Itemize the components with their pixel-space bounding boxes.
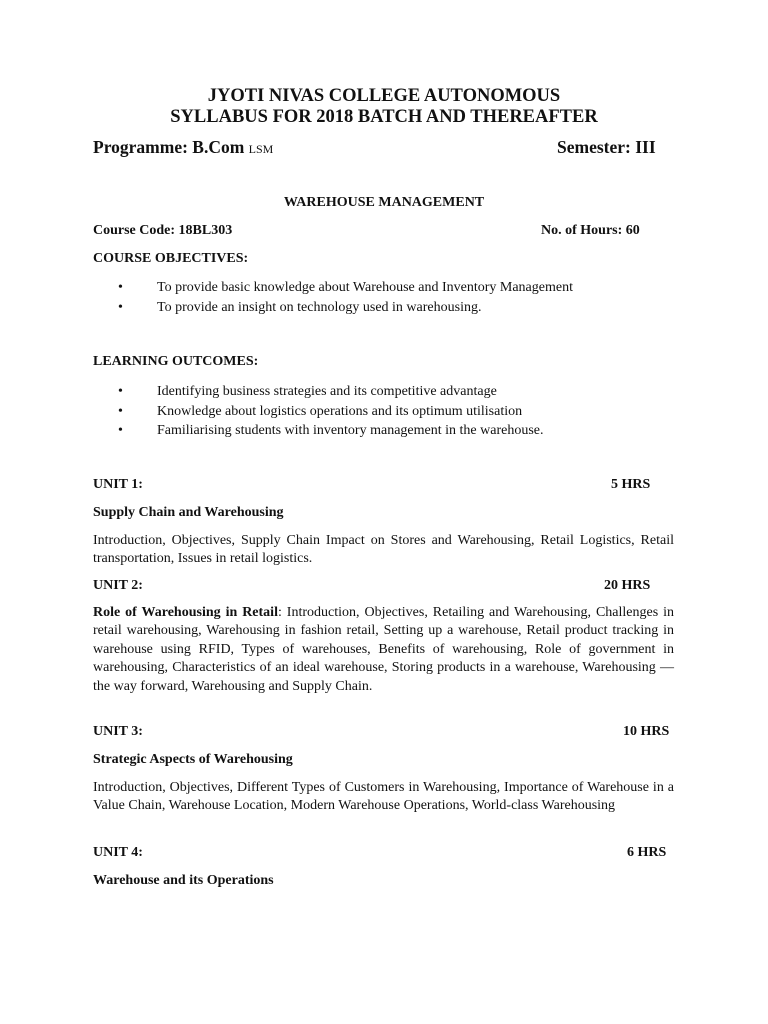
objective-item: • To provide an insight on technology used in warehousing. <box>93 299 573 319</box>
unit-3-content: Introduction, Objectives, Different Types of Customers in Warehousing, Importance of Warehouse in a Value Chain, Warehouse Location, Modern Warehouse Operations, World-class Warehousing <box>93 780 674 814</box>
unit-2-content <box>93 604 674 696</box>
unit-4-label: UNIT 4: <box>93 845 143 860</box>
unit-3-hours: 10 HRS <box>623 724 670 739</box>
unit-3-label: UNIT 3: <box>93 724 143 739</box>
programme-line <box>93 137 273 158</box>
unit-1-content: Introduction, Objectives, Supply Chain Impact on Stores and Warehousing, Retail Logistics, Retail transportation, Issues in retail logistics. <box>93 533 674 567</box>
syllabus-title: SYLLABUS FOR 2018 BATCH AND THEREAFTER <box>170 107 598 127</box>
unit-4-title: Warehouse and its Operations <box>93 873 274 888</box>
semester-label: Semester: III <box>557 137 656 157</box>
outcomes-list <box>93 383 543 442</box>
unit-2-label: UNIT 2: <box>93 578 143 593</box>
course-title: WAREHOUSE MANAGEMENT <box>283 195 485 210</box>
course-hours: No. of Hours: 60 <box>541 223 640 238</box>
unit-1-label: UNIT 1: <box>93 477 143 492</box>
objective-item: • To provide basic knowledge about Warehouse and Inventory Management <box>93 279 573 299</box>
outcome-item: • Knowledge about logistics operations and its optimum utilisation <box>93 403 543 423</box>
outcomes-heading: LEARNING OUTCOMES: <box>93 354 259 369</box>
outcome-item: • Identifying business strategies and its competitive advantage <box>93 383 543 403</box>
course-code: Course Code: 18BL303 <box>93 223 233 238</box>
unit-3-title: Strategic Aspects of Warehousing <box>93 752 293 767</box>
unit-2-text: : Introduction, Objectives, Retailing and Warehousing, Challenges in retail warehousing, Warehousing in fashion retail, Setting up a warehouse, Retail product tracking in warehouse using RFID, Types of warehouses, Benefits of warehousing, Role of government in warehousing, Characteristics of an ideal warehouse, Storing products in a warehouse, Warehousing — the way forward, Warehousing and Supply Chain. <box>93 605 674 694</box>
college-name: JYOTI NIVAS COLLEGE AUTONOMOUS <box>207 86 561 106</box>
unit-2-hours: 20 HRS <box>604 578 651 593</box>
objectives-heading: COURSE OBJECTIVES: <box>93 251 249 266</box>
outcome-item: • Familiarising students with inventory management in the warehouse. <box>93 422 543 442</box>
programme-label: Programme: B.Com <box>93 137 249 157</box>
objectives-list <box>93 279 573 318</box>
unit-4-hours: 6 HRS <box>627 845 667 860</box>
unit-1-hours: 5 HRS <box>611 477 651 492</box>
unit-1-title: Supply Chain and Warehousing <box>93 505 284 520</box>
unit-2-title: Role of Warehousing in Retail <box>93 605 278 620</box>
programme-suffix: LSM <box>248 142 274 156</box>
